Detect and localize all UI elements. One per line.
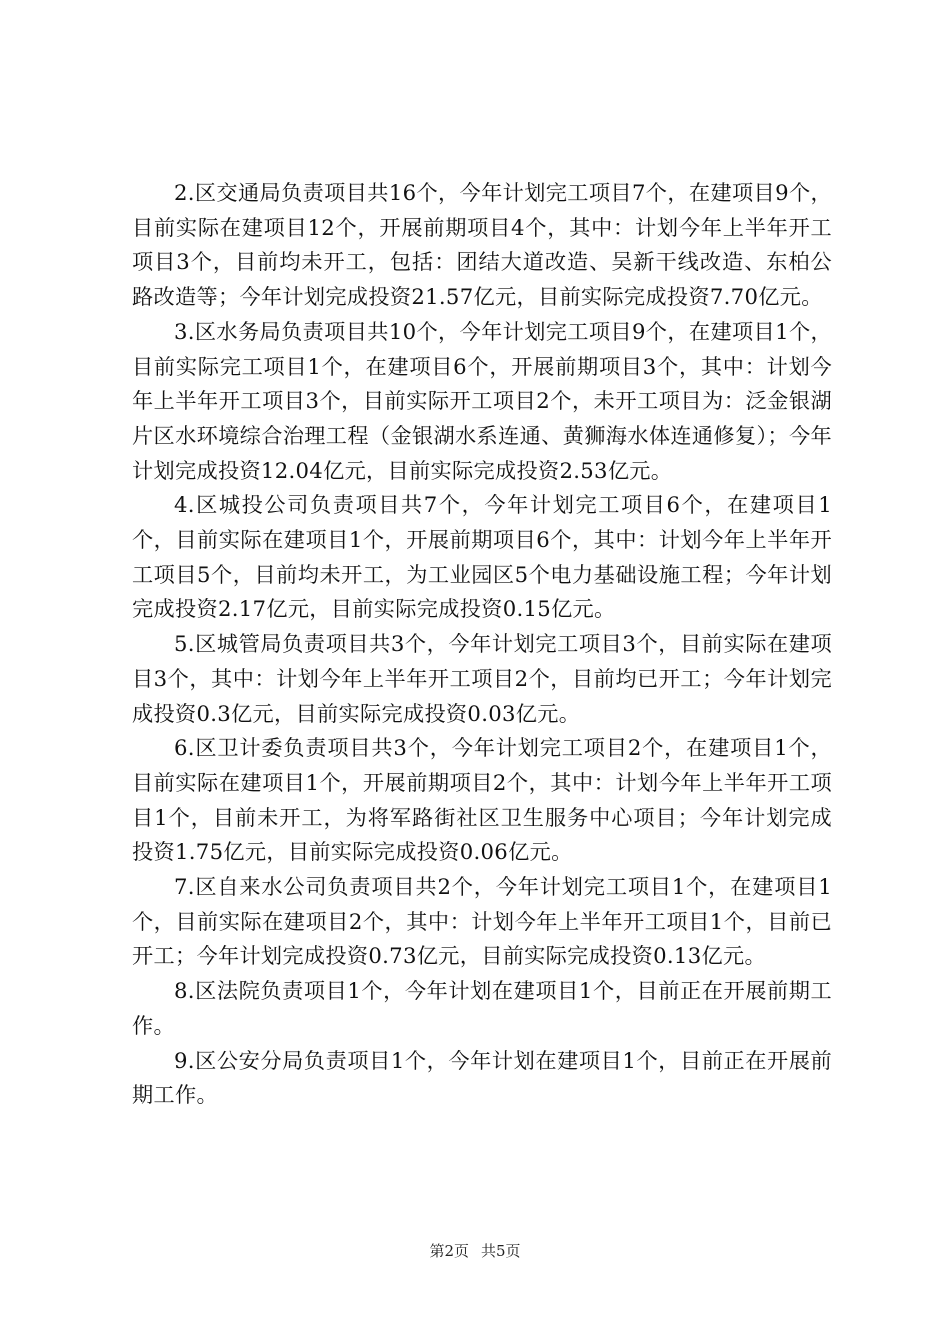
paragraph-item-6: 6.区卫计委负责项目共3个，今年计划完工项目2个，在建项目1个，目前实际在建项目1个，开展前期项目2个，其中：计划今年上半年开工项目1个，目前未开工，为将军路街社区卫生服务中心项目；今年计划完成投资1.75亿元，目前实际完成投资0.06亿元。 <box>132 735 832 865</box>
paragraph-item-2: 2.区交通局负责项目共16个，今年计划完工项目7个，在建项目9个，目前实际在建项目12个，开展前期项目4个，其中：计划今年上半年开工项目3个，目前均未开工，包括：团结大道改造、吴新干线改造、东柏公路改造等；今年计划完成投资21.57亿元，目前实际完成投资7.70亿元。 <box>132 180 832 310</box>
paragraph-item-7: 7.区自来水公司负责项目共2个，今年计划完工项目1个，在建项目1个，目前实际在建项目2个，其中：计划今年上半年开工项目1个，目前已开工；今年计划完成投资0.73亿元，目前实际完成投资0.13亿元。 <box>132 874 832 969</box>
page-footer <box>0 1241 950 1261</box>
document-body <box>132 176 832 1113</box>
page-number: 第2页 <box>429 1242 469 1260</box>
paragraph-item-9: 9.区公安分局负责项目1个，今年计划在建项目1个，目前正在开展前期工作。 <box>132 1047 832 1108</box>
paragraph-item-4: 4.区城投公司负责项目共7个，今年计划完工项目6个，在建项目1个，目前实际在建项目1个，开展前期项目6个，其中：计划今年上半年开工项目5个，目前均未开工，为工业园区5个电力基础设施工程；今年计划完成投资2.17亿元，目前实际完成投资0.15亿元。 <box>132 492 832 622</box>
page-total: 共5页 <box>481 1242 521 1260</box>
paragraph-item-8: 8.区法院负责项目1个，今年计划在建项目1个，目前正在开展前期工作。 <box>132 978 832 1038</box>
paragraph-item-5: 5.区城管局负责项目共3个，今年计划完工项目3个，目前实际在建项目3个，其中：计划今年上半年开工项目2个，目前均已开工；今年计划完成投资0.3亿元，目前实际完成投资0.03亿元。 <box>132 631 832 726</box>
paragraph-item-3: 3.区水务局负责项目共10个，今年计划完工项目9个，在建项目1个，目前实际完工项目1个，在建项目6个，开展前期项目3个，其中：计划今年上半年开工项目3个，目前实际开工项目2个，未开工项目为：泛金银湖片区水环境综合治理工程（金银湖水系连通、黄狮海水体连通修复）；今年计划完成投资12.04亿元，目前实际完成投资2.53亿元。 <box>132 318 832 483</box>
